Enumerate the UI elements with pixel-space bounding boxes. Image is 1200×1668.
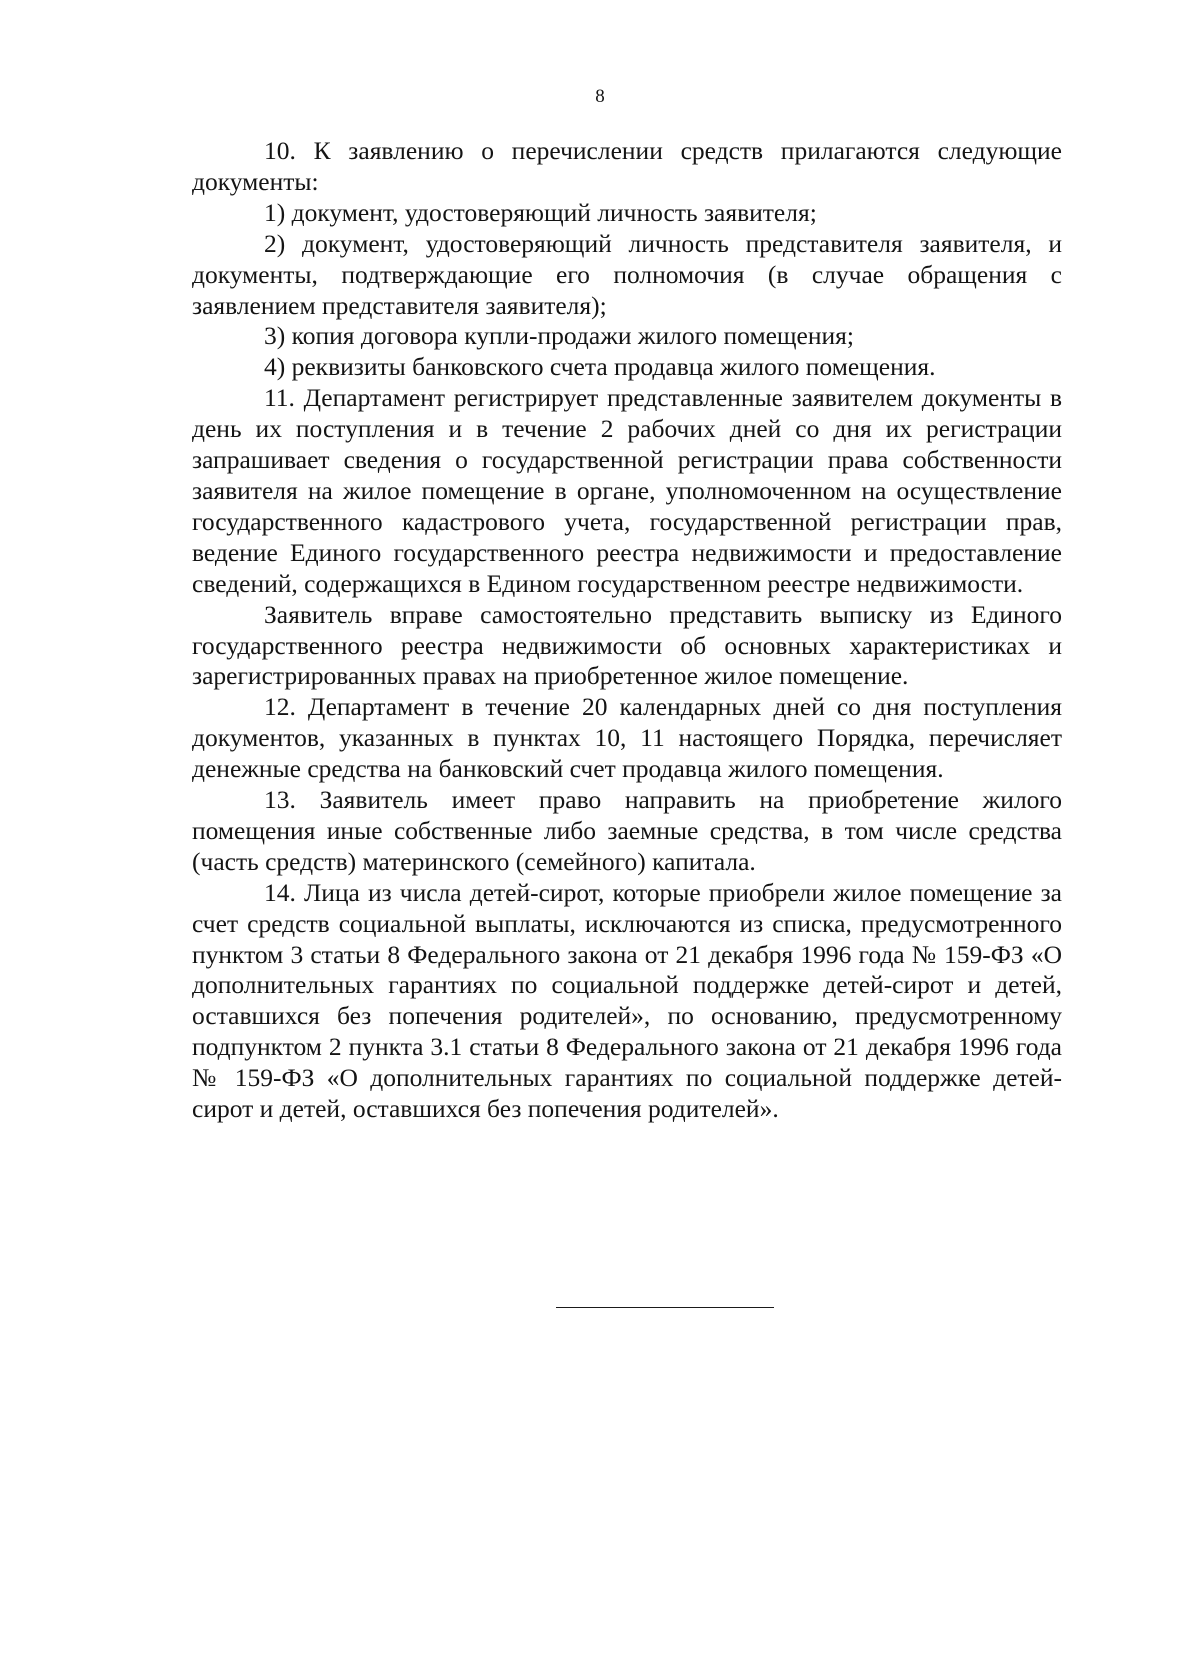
end-of-document-rule — [556, 1307, 774, 1308]
paragraph-13: 13. Заявитель имеет право направить на приобретение жилого помещения иные собственные либо заемные средства, в том числе средства (часть средств) материнского (семейного) капитала. — [192, 785, 1062, 876]
document-body — [192, 136, 1062, 1125]
paragraph-11: 11. Департамент регистрирует представленные заявителем документы в день их поступления и в течение 2 рабочих дней со дня их регистрации запрашивает сведения о государственной регистрации права собственности заявителя на жилое помещение в органе, уполномоченном на осуществление государственного кадастрового учета, государственной регистрации прав, ведение Единого государственного реестра недвижимости и предоставление сведений, содержащихся в Едином государственном реестре недвижимости. — [192, 383, 1062, 598]
paragraph-10-item-4: 4) реквизиты банковского счета продавца жилого помещения. — [264, 352, 936, 382]
paragraph-10: 10. К заявлению о перечислении средств прилагаются следующие документы: — [192, 136, 1062, 196]
paragraph-10-item-1: 1) документ, удостоверяющий личность заявителя; — [264, 197, 817, 227]
paragraph-10-item-3: 3) копия договора купли-продажи жилого помещения; — [264, 321, 854, 351]
paragraph-14: 14. Лица из числа детей-сирот, которые приобрели жилое помещение за счет средств социальной выплаты, исключаются из списка, предусмотренного пунктом 3 статьи 8 Федерального закона от 21 декабря 1996 года № 159-ФЗ «О дополнительных гарантиях по социальной поддержке детей-сирот и детей, оставшихся без попечения родителей», по основанию, предусмотренному подпунктом 2 пункта 3.1 статьи 8 Федерального закона от 21 декабря 1996 года № 159-ФЗ «О дополнительных гарантиях по социальной поддержке детей-сирот и детей, оставшихся без попечения родителей». — [192, 877, 1062, 1124]
page-number: 8 — [595, 86, 605, 107]
paragraph-10-item-2: 2) документ, удостоверяющий личность представителя заявителя, и документы, подтверждающие его полномочия (в случае обращения с заявлением представителя заявителя); — [192, 228, 1062, 320]
paragraph-11-continuation: Заявитель вправе самостоятельно представить выписку из Единого государственного реестра недвижимости об основных характеристиках и зарегистрированных правах на приобретенное жилое помещение. — [192, 599, 1062, 691]
paragraph-12: 12. Департамент в течение 20 календарных дней со дня поступления документов, указанных в пунктах 10, 11 настоящего Порядка, перечисляет денежные средства на банковский счет продавца жилого помещения. — [192, 692, 1062, 784]
